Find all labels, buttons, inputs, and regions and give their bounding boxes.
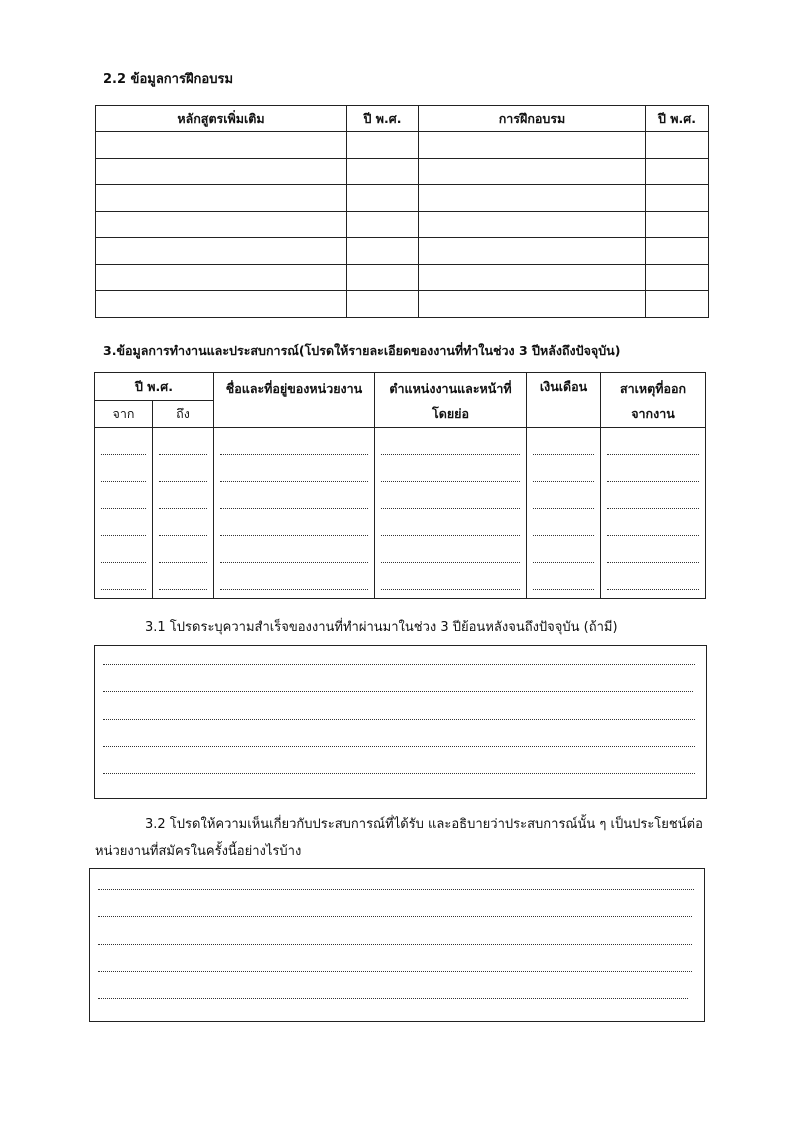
section-3-1-text: 3.1 โปรดระบุความสำเร็จของงานที่ทำผ่านมาในช่วง 3 ปีย้อนหลังจนถึงปัจจุบัน (ถ้ามี) — [145, 620, 618, 635]
training-cell[interactable] — [419, 185, 646, 212]
header-reason-line2: จากงาน — [601, 401, 706, 428]
training-table — [95, 105, 709, 318]
header-year-1: ปี พ.ศ. — [347, 106, 419, 132]
training-cell[interactable] — [419, 132, 646, 159]
training-cell[interactable] — [646, 132, 709, 159]
training-cell[interactable] — [347, 264, 419, 291]
header-training: การฝึกอบรม — [419, 106, 646, 132]
training-cell[interactable] — [646, 211, 709, 238]
work-col-to[interactable] — [153, 428, 214, 599]
training-cell[interactable] — [419, 238, 646, 265]
work-col-employer[interactable] — [214, 428, 375, 599]
header-position-line2: โดยย่อ — [375, 401, 527, 428]
header-salary: เงินเดือน — [527, 373, 601, 428]
training-cell[interactable] — [347, 291, 419, 318]
achievements-textarea[interactable] — [94, 645, 707, 799]
header-year: ปี พ.ศ. — [95, 373, 214, 401]
training-cell[interactable] — [96, 132, 347, 159]
header-position-line1: ตำแหน่งงานและหน้าที่ — [375, 373, 527, 401]
experience-comment-textarea[interactable] — [89, 868, 705, 1022]
training-cell[interactable] — [646, 185, 709, 212]
training-cell[interactable] — [646, 264, 709, 291]
training-cell[interactable] — [347, 238, 419, 265]
training-cell[interactable] — [419, 158, 646, 185]
training-cell[interactable] — [96, 158, 347, 185]
training-cell[interactable] — [419, 291, 646, 318]
training-cell[interactable] — [646, 238, 709, 265]
training-cell[interactable] — [419, 211, 646, 238]
training-cell[interactable] — [96, 211, 347, 238]
training-cell[interactable] — [646, 291, 709, 318]
training-cell[interactable] — [96, 291, 347, 318]
header-employer: ชื่อและที่อยู่ของหน่วยงาน — [214, 373, 375, 428]
training-cell[interactable] — [646, 158, 709, 185]
work-col-reason[interactable] — [601, 428, 706, 599]
training-cell[interactable] — [347, 211, 419, 238]
section-2-2-heading: 2.2 ข้อมูลการฝึกอบรม — [103, 72, 234, 87]
training-cell[interactable] — [96, 185, 347, 212]
header-year-2: ปี พ.ศ. — [646, 106, 709, 132]
header-to: ถึง — [153, 401, 214, 428]
work-experience-table — [94, 372, 706, 599]
training-cell[interactable] — [419, 264, 646, 291]
training-cell[interactable] — [347, 158, 419, 185]
header-reason-line1: สาเหตุที่ออก — [601, 373, 706, 401]
header-from: จาก — [95, 401, 153, 428]
section-3-2-text-line2: หน่วยงานที่สมัครในครั้งนี้อย่างไรบ้าง — [95, 844, 302, 859]
training-cell[interactable] — [347, 185, 419, 212]
work-col-from[interactable] — [95, 428, 153, 599]
training-cell[interactable] — [96, 264, 347, 291]
training-cell[interactable] — [96, 238, 347, 265]
work-col-salary[interactable] — [527, 428, 601, 599]
section-3-2-text-line1: 3.2 โปรดให้ความเห็นเกี่ยวกับประสบการณ์ที่ได้รับ และอธิบายว่าประสบการณ์นั้น ๆ เป็นประโยชน์ต่อ — [145, 817, 703, 832]
header-additional-course: หลักสูตรเพิ่มเติม — [96, 106, 347, 132]
section-3-heading: 3.ข้อมูลการทำงานและประสบการณ์(โปรดให้รายละเอียดของงานที่ทำในช่วง 3 ปีหลังถึงปัจจุบัน) — [103, 343, 621, 358]
training-cell[interactable] — [347, 132, 419, 159]
work-col-position[interactable] — [375, 428, 527, 599]
